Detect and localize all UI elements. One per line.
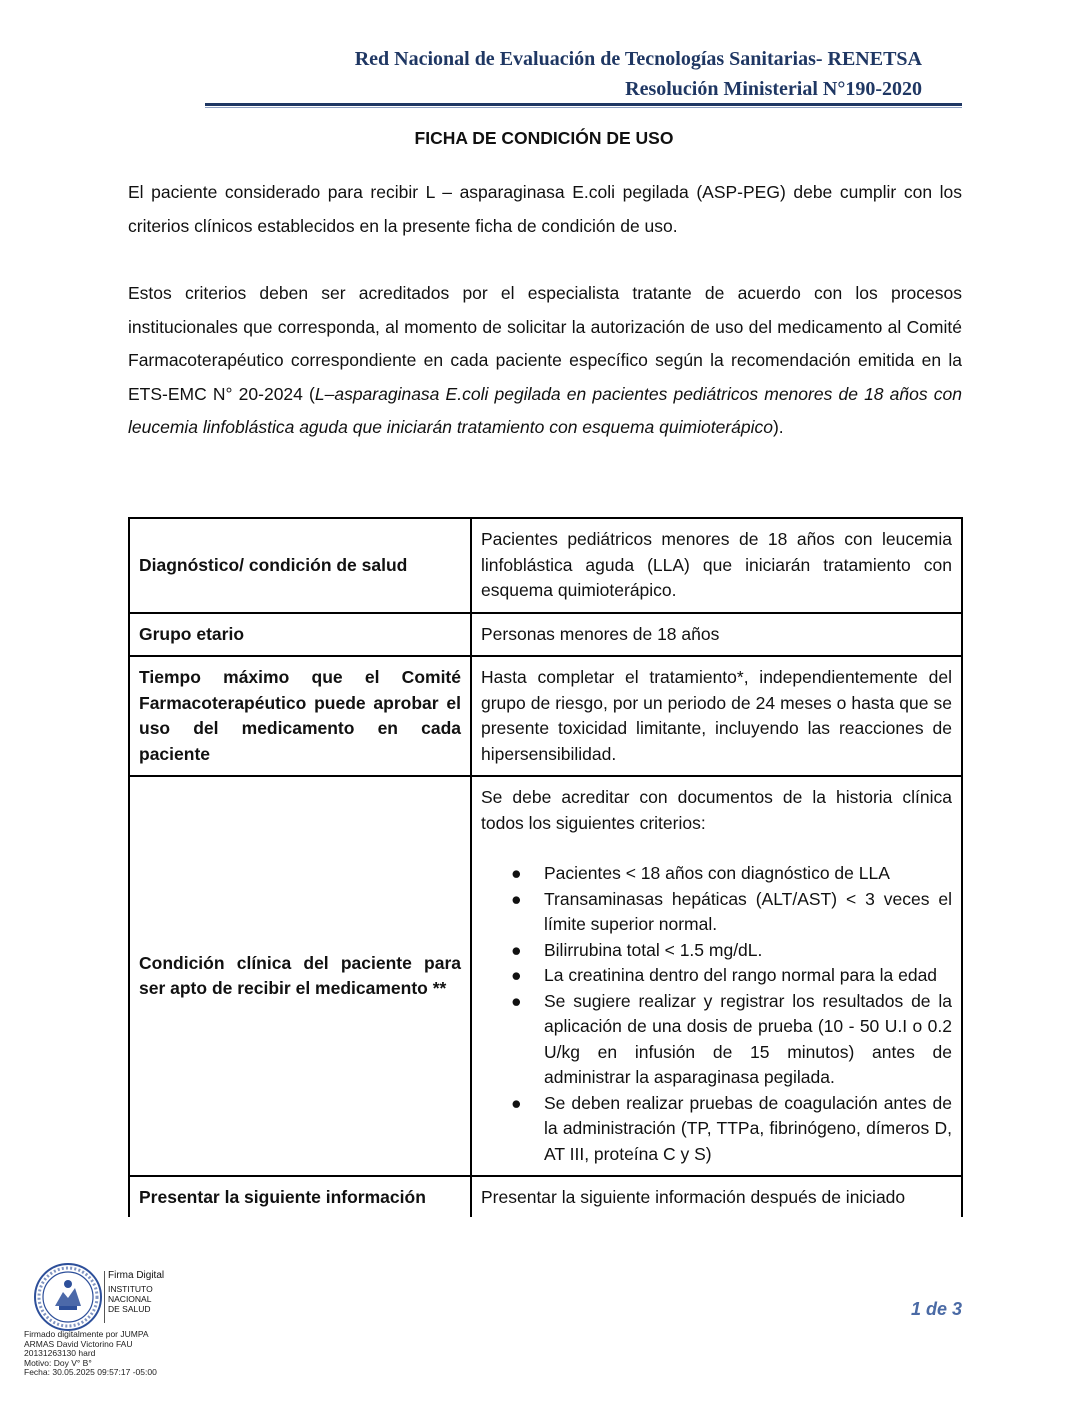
row-value xyxy=(471,776,962,1176)
intro-paragraph: El paciente considerado para recibir L – asparaginasa E.coli pegilada (ASP-PEG) debe cumplir con los criterios clínicos establecidos en la presente ficha de condición de uso. xyxy=(128,182,962,236)
header-rule xyxy=(205,103,962,106)
header-rule-thin xyxy=(205,107,962,108)
bullet-icon: ● xyxy=(511,965,522,985)
table-row xyxy=(129,1176,962,1217)
digital-signature-stamp xyxy=(104,1271,166,1314)
org-line: NACIONAL xyxy=(108,1294,152,1304)
org-line: INSTITUTO xyxy=(108,1284,153,1294)
criteria-list xyxy=(481,861,952,1167)
header-resolution: Resolución Ministerial N°190-2020 xyxy=(625,78,922,100)
criteria-paragraph-end: ). xyxy=(772,417,784,437)
table-row xyxy=(129,518,962,613)
signature-label: Firma Digital xyxy=(108,1270,165,1281)
bullet-icon: ● xyxy=(511,1092,522,1113)
row-label: Grupo etario xyxy=(129,613,471,657)
list-item xyxy=(481,887,952,938)
signature-line: Firmado digitalmente por JUMPA xyxy=(24,1329,149,1339)
signature-organization xyxy=(104,1284,166,1314)
criteria-paragraph xyxy=(128,277,962,445)
criterion-text: Se deben realizar pruebas de coagulación antes de la administración (TP, TTPa, fibrinógeno, dímeros D, AT III, proteína C y S) xyxy=(544,1092,952,1164)
table-row xyxy=(129,776,962,1176)
bullet-icon: ● xyxy=(511,888,522,909)
row-label: Diagnóstico/ condición de salud xyxy=(129,518,471,613)
document-title: FICHA DE CONDICIÓN DE USO xyxy=(414,128,674,148)
bullet-icon: ● xyxy=(511,939,522,960)
row-value: Pacientes pediátricos menores de 18 años con leucemia linfoblástica aguda (LLA) que iniciarán tratamiento con esquema quimioterápico. xyxy=(471,518,962,613)
page-number: 1 de 3 xyxy=(910,1299,962,1319)
row-value: Hasta completar el tratamiento*, independientemente del grupo de riesgo, por un periodo de 24 meses o hasta que se presente toxicidad limitante, incluyendo las reacciones de hipersensibilidad. xyxy=(471,656,962,776)
condition-table xyxy=(128,517,963,1217)
signature-line: 20131263130 hard xyxy=(24,1348,96,1359)
table-row xyxy=(129,613,962,657)
page-header xyxy=(355,44,922,104)
bullet-icon: ● xyxy=(511,990,522,1011)
criterion-text: La creatinina dentro del rango normal para la edad xyxy=(544,965,938,985)
table-row xyxy=(129,656,962,776)
row-label: Presentar la siguiente información xyxy=(129,1176,471,1217)
stamp-divider xyxy=(104,1271,105,1323)
list-item xyxy=(481,1091,952,1168)
criteria-paragraph-text: Estos criterios deben ser acreditados por el especialista tratante de acuerdo con los procesos institucionales que corresponda, al momento de solicitar la autorización de uso del medicamento al Comité Farmacoterapéutico correspondiente en cada paciente específico según la recomendación emitida en la ETS-EMC N° 20-2024 ( xyxy=(128,283,962,404)
row-label: Condición clínica del paciente para ser apto de recibir el medicamento ** xyxy=(129,776,471,1176)
institute-seal-icon xyxy=(33,1262,103,1332)
header-network-name: Red Nacional de Evaluación de Tecnologías Sanitarias- RENETSA xyxy=(354,48,922,70)
org-line: DE SALUD xyxy=(108,1304,151,1314)
signature-details xyxy=(24,1330,157,1378)
signature-line: Motivo: Doy V° B° xyxy=(24,1357,92,1368)
row-value: Presentar la siguiente información después de iniciado xyxy=(471,1176,962,1217)
criterion-text: Transaminasas hepáticas (ALT/AST) < 3 veces el límite superior normal. xyxy=(544,888,952,934)
criterion-text: Pacientes < 18 años con diagnóstico de LLA xyxy=(544,863,890,883)
signature-line: ARMAS David Victorino FAU xyxy=(24,1338,133,1349)
list-item xyxy=(481,938,952,964)
list-item xyxy=(481,963,952,989)
signature-line: Fecha: 30.05.2025 09:57:17 -05:00 xyxy=(24,1367,157,1378)
ets-title: L–asparaginasa E.coli pegilada en pacientes pediátricos menores de 18 años con leucemia linfoblástica aguda que iniciarán tratamiento con esquema quimioterápico xyxy=(128,383,962,437)
row-value: Personas menores de 18 años xyxy=(471,613,962,657)
list-item xyxy=(481,989,952,1091)
criterion-text: Se sugiere realizar y registrar los resultados de la aplicación de una dosis de prueba (10 - 50 U.I o 0.2 U/kg en infusión de 15 minutos) antes de administrar la asparaginasa pegilada. xyxy=(544,990,952,1087)
row-label: Tiempo máximo que el Comité Farmacoterapéutico puede aprobar el uso del medicamento en cada paciente xyxy=(129,656,471,776)
criteria-intro: Se debe acreditar con documentos de la historia clínica todos los siguientes criterios: xyxy=(481,787,952,833)
bullet-icon: ● xyxy=(511,863,522,883)
list-item xyxy=(481,861,952,887)
criterion-text: Bilirrubina total < 1.5 mg/dL. xyxy=(544,939,763,960)
